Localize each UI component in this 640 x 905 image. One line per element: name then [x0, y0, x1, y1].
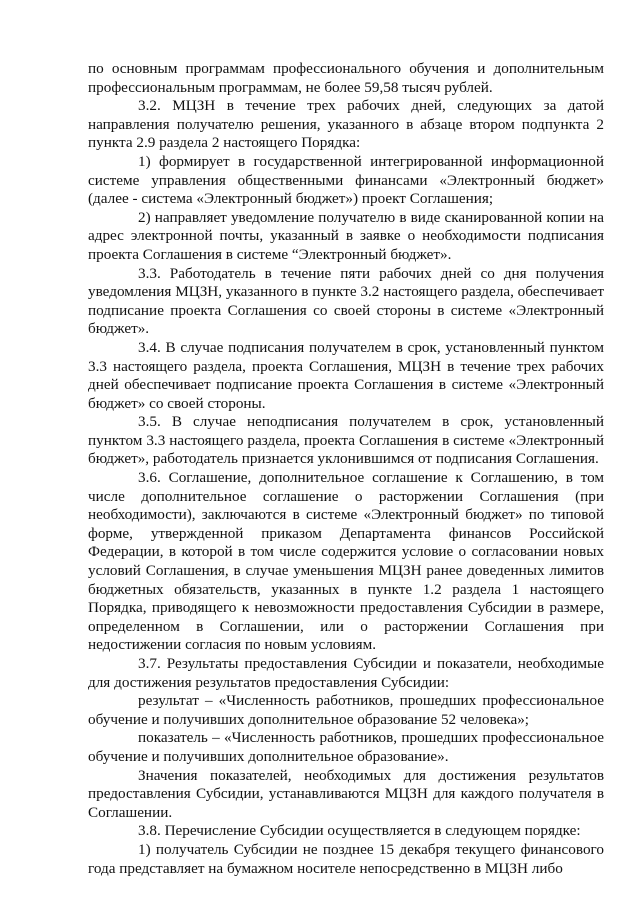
paragraph-3-2-item-1: 1) формирует в государственной интегрированной информационной системе управления общественными финансами «Электронный бюджет» (далее - система «Электронный бюджет») проект Соглашения;: [88, 152, 604, 208]
paragraph-3-4: 3.4. В случае подписания получателем в срок, установленный пунктом 3.3 настоящего раздела, проекта Соглашения, МЦЗН в течение трех рабочих дней обеспечивает подписание проекта Соглашения в системе «Электронный бюджет» со своей стороны.: [88, 338, 604, 412]
paragraph-3-3: 3.3. Работодатель в течение пяти рабочих дней со дня получения уведомления МЦЗН, указанного в пункте 3.2 настоящего раздела, обеспечивает подписание проекта Соглашения со своей стороны в системе «Электронный бюджет».: [88, 264, 604, 338]
paragraph-3-8: 3.8. Перечисление Субсидии осуществляется в следующем порядке:: [138, 822, 581, 840]
paragraph-3-6: 3.6. Соглашение, дополнительное соглашение к Соглашению, в том числе дополнительное соглашение о расторжении Соглашения (при необходимости), заключаются в системе «Электронный бюджет» по типовой форме, утвержденной приказом Департамента финансов Российской Федерации, в которой в том числе содержится условие о согласовании новых условий Соглашения, в случае уменьшения МЦЗН ранее доведенных лимитов бюджетных обязательств, указанных в пункте 1.2 раздела 1 настоящего Порядка, приводящего к невозможности предоставления Субсидии в размере, определенном в Соглашении, или о расторжении Соглашения при недостижении согласия по новым условиям.: [88, 469, 604, 654]
paragraph-3-8-item-1: 1) получатель Субсидии не позднее 15 декабря текущего финансового года представляет на бумажном носителе непосредственно в МЦЗН либо: [88, 840, 604, 877]
document-page: [88, 60, 604, 878]
paragraph-3-2-item-2: 2) направляет уведомление получателю в виде сканированной копии на адрес электронной почты, указанный в заявке о необходимости подписания проекта Соглашения в системе “Электронный бюджет».: [88, 208, 604, 263]
paragraph-3-7-indicator: показатель – «Численность работников, прошедших профессиональное обучение и получивших дополнительное образование».: [88, 729, 604, 765]
paragraph-3-7: 3.7. Результаты предоставления Субсидии и показатели, необходимые для достижения результатов предоставления Субсидии:: [88, 655, 604, 691]
paragraph-3-7-result: результат – «Численность работников, прошедших профессиональное обучение и получивших дополнительное образование 52 человека»;: [88, 692, 604, 728]
paragraph-3-2: 3.2. МЦЗН в течение трех рабочих дней, следующих за датой направления получателю решения, указанного в абзаце втором подпункта 2 пункта 2.9 раздела 2 настоящего Порядка:: [88, 97, 604, 152]
paragraph-continuation: по основным программам профессионального обучения и дополнительным профессиональным программам, не более 59,58 тысяч рублей.: [88, 60, 604, 96]
paragraph-3-7-values: Значения показателей, необходимых для достижения результатов предоставления Субсидии, устанавливаются МЦЗН для каждого получателя в Соглашении.: [88, 766, 604, 821]
paragraph-3-5: 3.5. В случае неподписания получателем в срок, установленный пунктом 3.3 настоящего раздела, проекта Соглашения в системе «Электронный бюджет», работодатель признается уклонившимся от подписания Соглашения.: [88, 413, 604, 468]
